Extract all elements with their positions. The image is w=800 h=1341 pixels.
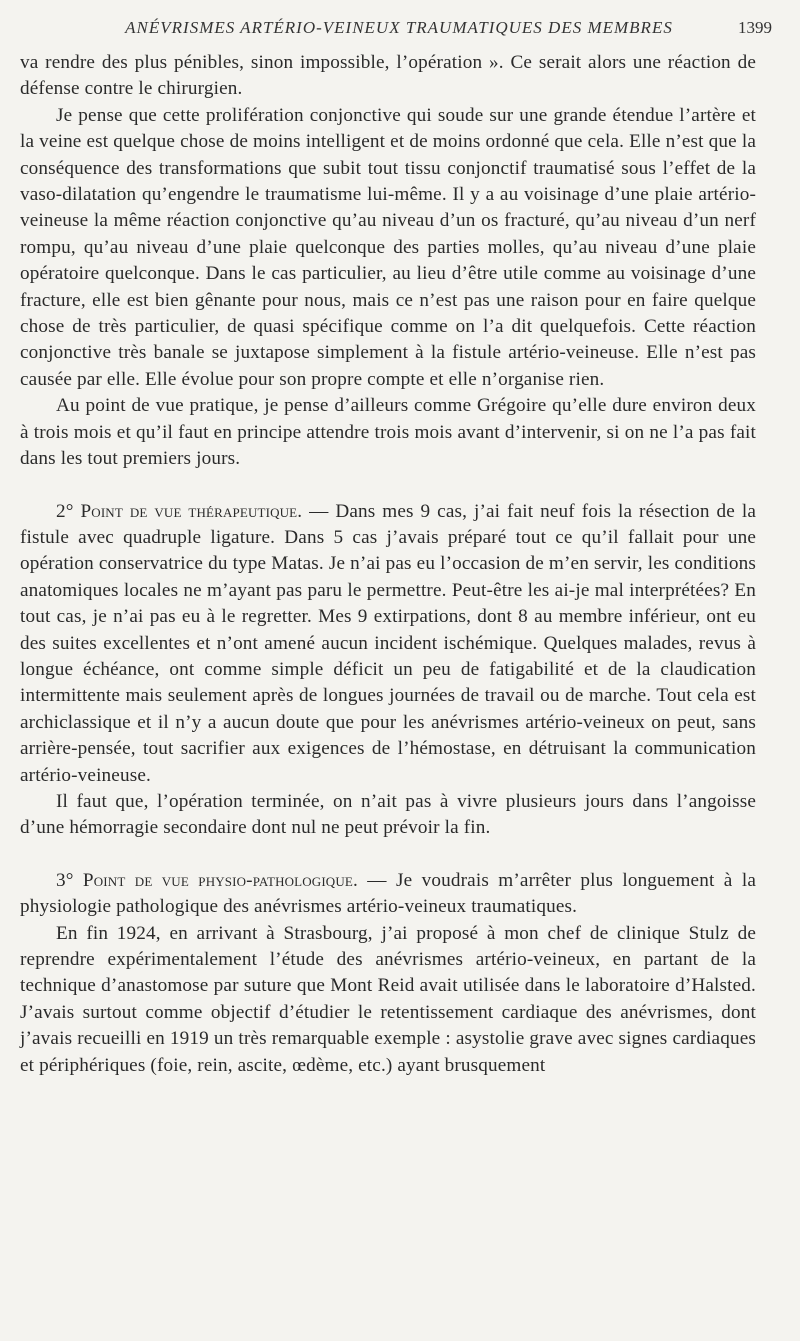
paragraph-7 <box>20 921 756 1079</box>
paragraph-5 <box>20 789 756 842</box>
paragraph-1 <box>20 50 756 103</box>
page-number: 1399 <box>738 18 772 37</box>
section-therapeutique <box>20 499 756 789</box>
paragraph-text: Au point de vue pratique, je pense d’ailleurs comme Grégoire qu’elle dure environ deux à trois mois et qu’il faut en principe attendre trois mois avant d’intervenir, si on ne l’a pas fait dans les tout premiers jours. <box>20 395 756 470</box>
paragraph-2 <box>20 103 756 393</box>
paragraph-3 <box>20 393 756 472</box>
paragraph-text: — Je voudrais m’arrêter plus longuement à la physiologie pathologique des anévrismes artério-veineux traumatiques. <box>20 869 756 918</box>
running-header <box>20 18 772 50</box>
paragraph-text: — Dans mes 9 cas, j’ai fait neuf fois la résection de la fistule avec quadruple ligature. Dans 5 cas j’avais préparé tout ce qu’il fallait pour une opération conservatrice du type Matas. Je n’ai pas eu l’occasion de m’en servir, les conditions anatomiques locales ne m’ayant pas paru le permettre. Peut-être les ai-je mal interprétées? En tout cas, je n’ai pas eu à le regretter. Mes 9 extirpations, dont 8 au membre inférieur, ont eu des suites excellentes et n’ont amené aucun incident ischémique. Quelques malades, revus à longue échéance, ont comme simple déficit un peu de fatigabilité et de la claudication intermittente mais seulement après de longues journées de travail ou de marche. Tout cela est archiclassique et il n’y a aucun doute que pour les anévrismes artério-veineux on peut, sans arrière-pensée, tout sacrifier aux exigences de l’hémostase, en détruisant la communication artério-veineuse. <box>20 500 756 786</box>
section-heading: 2° Point de vue thérapeutique. <box>56 500 303 522</box>
running-title: ANÉVRISMES ARTÉRIO-VEINEUX TRAUMATIQUES DES MEMBRES <box>125 18 673 37</box>
body-text <box>20 50 756 1079</box>
paragraph-text: En fin 1924, en arrivant à Strasbourg, j’ai proposé à mon chef de clinique Stulz de reprendre expérimentalement l’étude des anévrismes artério-veineux, en partant de la technique d’anastomose par suture que Mont Reid avait utilisée dans le laboratoire d’Halsted. J’avais surtout comme objectif d’étudier le retentissement cardiaque des anévrismes, dont j’avais recueilli en 1919 un très remarquable exemple : asystolie grave avec signes cardiaques et périphériques (foie, rein, ascite, œdème, etc.) ayant brusquement <box>20 922 756 1076</box>
paragraph-text: Je pense que cette prolifération conjonctive qui soude sur une grande étendue l’artère et la veine est quelque chose de moins intelligent et de moins ordonné que cela. Elle n’est que la conséquence des transformations que subit tout tissu conjonctif traumatisé sous l’effet de la vaso-dilatation qu’engendre le traumatisme lui-même. Il y a au voisinage d’une plaie artério-veineuse la même réaction conjonctive qu’au niveau d’un os fracturé, qu’au niveau d’un nerf rompu, qu’au niveau d’une plaie quelconque des parties molles, qu’au niveau d’une plaie opératoire quelconque. Dans le cas particulier, au lieu d’être utile comme au voisinage d’une fracture, elle est bien gênante pour nous, mais ce n’est pas une raison pour en faire quelque chose de très particulier, de quasi spécifique comme on l’a dit quelquefois. Cette réaction conjonctive très banale se juxtapose simplement à la fistule artério-veineuse. Elle n’est pas causée par elle. Elle évolue pour son propre compte et elle n’organise rien. <box>20 104 756 390</box>
section-physio-pathologique <box>20 868 756 921</box>
paragraph-text: Il faut que, l’opération terminée, on n’ait pas à vivre plusieurs jours dans l’angoisse d’une hémorragie secondaire dont nul ne peut prévoir la fin. <box>20 790 756 839</box>
section-heading: 3° Point de vue physio-pathologique. <box>56 869 358 891</box>
paragraph-text: va rendre des plus pénibles, sinon impossible, l’opération ». Ce serait alors une réaction de défense contre le chirurgien. <box>20 52 756 100</box>
